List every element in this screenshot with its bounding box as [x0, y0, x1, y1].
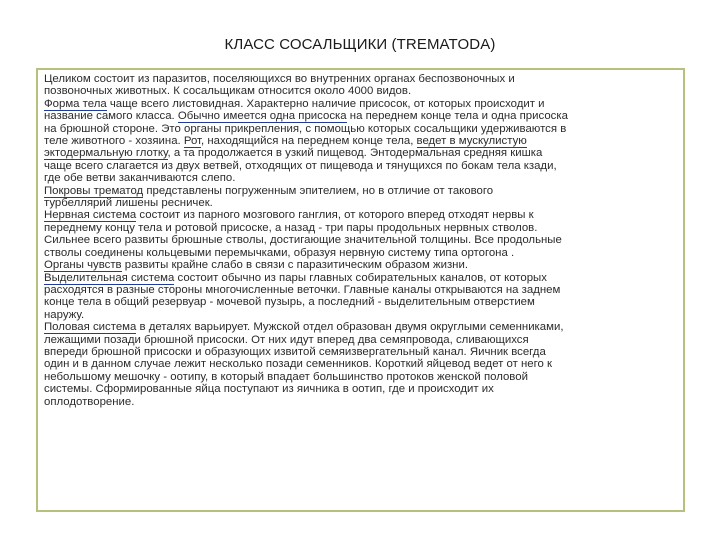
text-line — [44, 272, 679, 284]
text-line: лежащими позади брюшной присоски. От них идут вперед два семяпровода, сливающихся — [44, 333, 529, 346]
text-line: переднему концу тела и ротовой присоске, а назад - три пары продольных нервных стволов. — [44, 221, 538, 234]
term-integument: Покровы трематод — [44, 184, 144, 197]
text-line: турбеллярий лишены ресничек. — [44, 197, 213, 210]
term-mouth: Рот — [183, 135, 202, 148]
text-fragment: , а та продолжается в узкий пищевод. Энтодермальная средняя кишка — [167, 147, 543, 160]
text-fragment: развиты крайне слабо в связи с паразитическим образом жизни. — [121, 259, 468, 272]
nervous-paragraph — [44, 209, 679, 259]
text-line: системы. Сформированные яйца поступают из яичника в оотип, где и происходит их — [44, 383, 494, 396]
text-line: небольшому мешочку - оотипу, в который впадает большинство протоков женской половой — [44, 370, 528, 383]
intro-paragraph — [44, 73, 679, 98]
senses-paragraph — [44, 259, 679, 271]
text-line: где обе ветви заканчиваются слепо. — [44, 172, 236, 185]
body-form-paragraph — [44, 98, 679, 185]
text-fragment: название самого класса. — [44, 110, 178, 123]
text-line — [44, 259, 679, 271]
text-line: впереди брюшной присоски и образующих извитой семяизвергательный канал. Яичник всегда — [44, 345, 546, 358]
text-line — [44, 110, 679, 122]
term-senses: Органы чувств — [44, 259, 122, 272]
underlined-phrase: Обычно имеется одна присоска — [177, 110, 347, 123]
text-line — [44, 135, 679, 147]
text-fragment: состоит из парного мозгового ганглия, от которого вперед отходят нервы к — [136, 209, 534, 222]
text-line — [44, 147, 679, 159]
integument-paragraph — [44, 185, 679, 210]
text-line — [44, 209, 679, 221]
text-line: один и в данном случае лежит несколько позади семенников. Короткий яйцевод ведет от него к — [44, 358, 553, 371]
text-line: Сильнее всего развиты брюшные стволы, достигающие значительной толщины. Все продольные — [44, 234, 562, 247]
text-fragment: чаще всего листовидная. Характерно наличие присосок, от которых происходит и — [106, 97, 545, 110]
term-body-form: Форма тела — [44, 97, 107, 110]
slide-title: КЛАСС СОСАЛЬЩИКИ (TREMATODA) — [224, 36, 496, 53]
text-line: расходятся в разные стороны многочисленные веточки. Главные каналы открываются на заднем — [44, 283, 561, 296]
text-line — [44, 185, 679, 197]
text-fragment: на переднем конце тела и одна присоска — [346, 110, 568, 123]
excretory-paragraph — [44, 272, 679, 322]
text-line: оплодотворение. — [44, 395, 135, 408]
text-line: конце тела в общий резервуар - мочевой пузырь, а последний - выделительным отверстием — [44, 296, 535, 309]
content-box — [36, 68, 685, 512]
text-line — [44, 321, 679, 333]
text-fragment: состоит обычно из пары главных собирательных каналов, от которых — [174, 271, 547, 284]
underlined-phrase: ведет в мускулистую — [416, 135, 527, 148]
term-nervous-system: Нервная система — [44, 209, 137, 222]
text-fragment: представлены погруженным эпителием, но в отличие от такового — [143, 184, 494, 197]
term-reproductive-system: Половая система — [44, 321, 137, 334]
text-fragment: , находящийся на переднем конце тела, — [201, 135, 417, 148]
text-line: Целиком состоит из паразитов, поселяющихся во внутренних органах беспозвоночных и — [44, 73, 515, 85]
text-line: чаще всего слагается из двух ветвей, отходящих от пищевода и тянущихся по бокам тела кзади, — [44, 159, 557, 172]
text-line — [44, 98, 679, 110]
text-line: наружу. — [44, 308, 85, 321]
term-excretory-system: Выделительная система — [44, 271, 175, 284]
text-line: позвоночных животных. К сосальщикам относится около 4000 видов. — [44, 85, 412, 98]
underlined-phrase: эктодермальную глотку — [44, 147, 168, 160]
text-fragment: теле животного - хозяина. — [44, 135, 184, 148]
text-line: на брюшной стороне. Это органы прикрепления, с помощью которых сосальщики удерживаются в — [44, 122, 567, 135]
reproductive-paragraph — [44, 321, 679, 408]
text-line: стволы соединены кольцевыми перемычками, образуя нервную систему типа ортогона . — [44, 246, 515, 259]
text-fragment: в деталях варьирует. Мужской отдел образован двумя округлыми семенниками, — [136, 321, 564, 334]
